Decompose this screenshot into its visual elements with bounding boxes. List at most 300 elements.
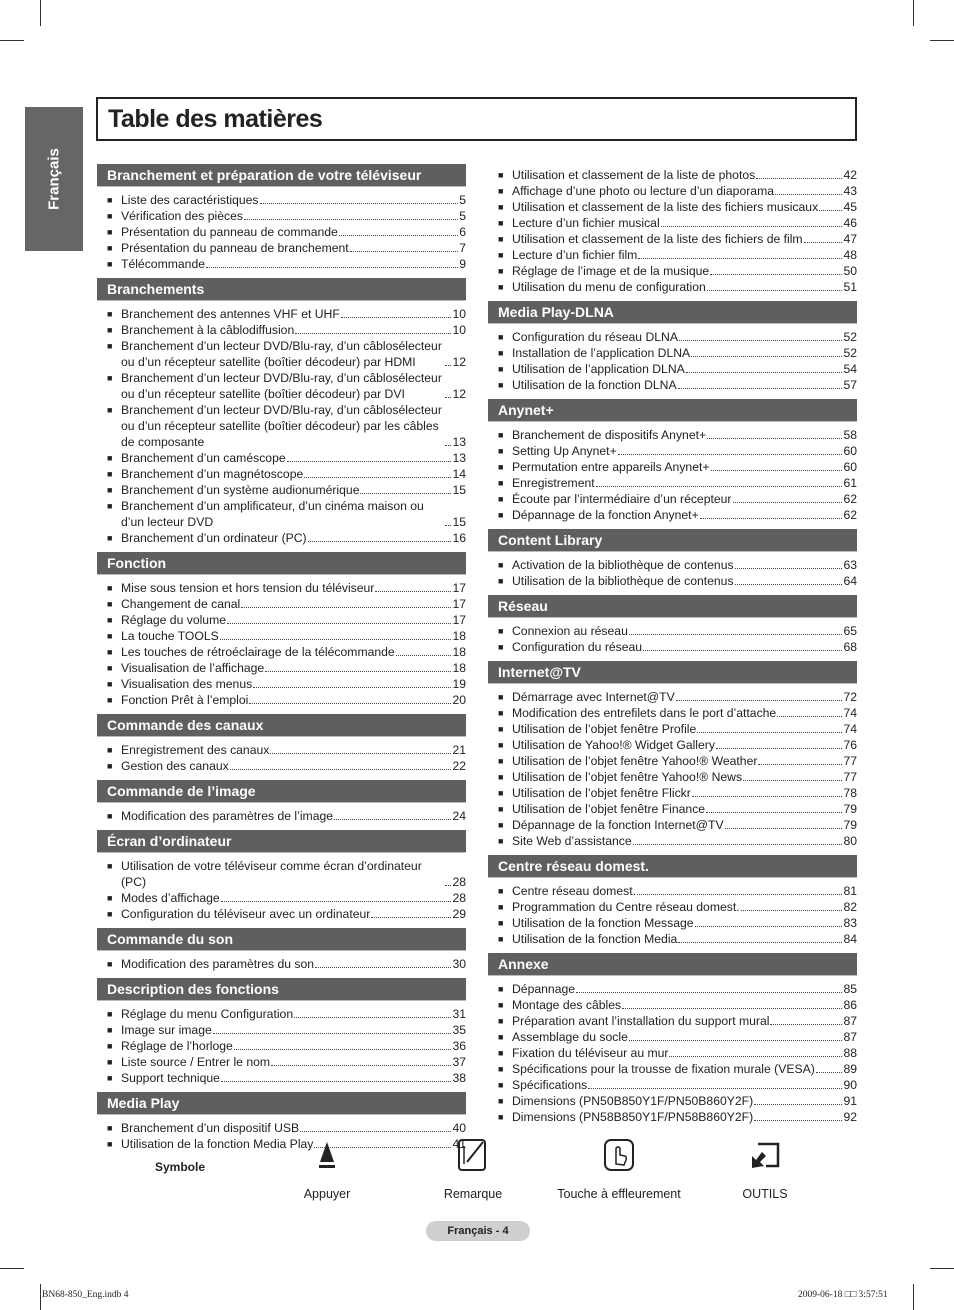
section-heading: Centre réseau domest.: [488, 855, 857, 878]
section-heading: Commande des canaux: [97, 714, 466, 737]
toc-entry-title: ■ Dimensions (PN58B850Y1F/PN58B860Y2F): [512, 1110, 754, 1124]
toc-entry-title: ■ Modification des paramètres de l’image: [121, 809, 334, 823]
toc-entry-page: 77: [843, 770, 857, 784]
toc-entry[interactable]: [488, 573, 857, 589]
toc-entry-page: 19: [452, 677, 466, 691]
toc-entry-page: 24: [452, 809, 466, 823]
crop-mark: [930, 40, 954, 41]
dot-leader: [777, 716, 842, 717]
toc-entry[interactable]: [97, 338, 466, 370]
toc-entry[interactable]: [97, 906, 466, 922]
toc-entry[interactable]: [488, 427, 857, 443]
dot-leader: [819, 210, 842, 211]
toc-entry[interactable]: [97, 482, 466, 498]
toc-entry[interactable]: [97, 306, 466, 322]
dot-leader: [265, 671, 451, 672]
section-entry-list: [97, 808, 466, 824]
toc-entry-page: 16: [452, 531, 466, 545]
toc-entry-page: 12: [452, 387, 466, 401]
toc-entry[interactable]: [97, 370, 466, 402]
toc-entry[interactable]: [488, 329, 857, 345]
symbol-note: [403, 1135, 543, 1201]
toc-entry-page: 78: [843, 786, 857, 800]
toc-entry-page: 74: [843, 722, 857, 736]
dot-leader: [692, 796, 843, 797]
section-heading: Content Library: [488, 529, 857, 552]
section-heading: Fonction: [97, 552, 466, 575]
toc-entry[interactable]: [97, 676, 466, 692]
toc-right-column: [488, 164, 857, 1131]
toc-entry-title: ■ Enregistrement des canaux: [121, 743, 270, 757]
toc-entry-title: ■ Vérification des pièces: [121, 209, 243, 223]
toc-entry[interactable]: [97, 498, 466, 530]
toc-entry-title: ■ Changement de canal: [121, 597, 241, 611]
toc-entry-page: 83: [843, 916, 857, 930]
toc-entry-title: ■ Visualisation de l’affichage: [121, 661, 265, 675]
language-tab-label: Français: [45, 148, 63, 210]
toc-entry[interactable]: [488, 1077, 857, 1093]
toc-entry-title: ■ Installation de l’application DLNA: [512, 346, 691, 360]
toc-entry-title: ■ Branchement d’un magnétoscope: [121, 467, 304, 481]
toc-entry-page: 60: [843, 444, 857, 458]
toc-entry-title: ■ Fixation du téléviseur au mur: [512, 1046, 669, 1060]
toc-entry-title: ■ Préparation avant l’installation du support mural: [512, 1014, 770, 1028]
toc-entry[interactable]: [97, 596, 466, 612]
toc-entry-page: 10: [452, 323, 466, 337]
toc-entry-title: ■ Modification des entrefilets dans le port d’attache: [512, 706, 777, 720]
toc-entry[interactable]: [488, 931, 857, 947]
toc-entry[interactable]: [97, 1038, 466, 1054]
toc-entry[interactable]: [97, 1054, 466, 1070]
toc-entry[interactable]: [488, 801, 857, 817]
toc-entry[interactable]: [97, 322, 466, 338]
toc-entry-page: 74: [843, 706, 857, 720]
dot-leader: [629, 634, 843, 635]
symbol-caption: OUTILS: [742, 1187, 788, 1201]
section-heading: Media Play-DLNA: [488, 301, 857, 324]
toc-entry[interactable]: [97, 192, 466, 208]
dot-leader: [686, 372, 843, 373]
dot-leader: [341, 317, 452, 318]
toc-entry-title: ■ Utilisation de la bibliothèque de contenus: [512, 574, 734, 588]
toc-entry-title: ■ Branchement d’un lecteur DVD/Blu-ray, d’un câblosélecteur ou d’un récepteur satellite (boîtier décodeur) par DVI: [121, 371, 442, 401]
toc-entry-title: ■ Affichage d’une photo ou lecture d’un diaporama: [512, 184, 774, 198]
toc-entry-title: ■ Branchement d’un lecteur DVD/Blu-ray, d’un câblosélecteur ou d’un récepteur satellite (boîtier décodeur) par les câbles de composante: [121, 403, 442, 449]
toc-entry-page: 45: [843, 200, 857, 214]
toc-entry-page: 47: [843, 232, 857, 246]
toc-entry-title: ■ Spécifications: [512, 1078, 588, 1092]
toc-entry-title: ■ Spécifications pour la trousse de fixation murale (VESA): [512, 1062, 815, 1076]
toc-entry-page: 62: [843, 492, 857, 506]
toc-entry-page: 63: [843, 558, 857, 572]
dot-leader: [445, 445, 451, 446]
toc-entry-title: ■ Image sur image: [121, 1023, 212, 1037]
dot-leader: [588, 1088, 842, 1089]
dot-leader: [804, 242, 843, 243]
toc-entry[interactable]: [488, 997, 857, 1013]
toc-entry-page: 60: [843, 460, 857, 474]
toc-entry[interactable]: [97, 580, 466, 596]
symbol-touch: [549, 1135, 689, 1201]
toc-entry[interactable]: [488, 1109, 857, 1125]
toc-entry-title: ■ Branchement d’un dispositif USB: [121, 1121, 300, 1135]
toc-entry[interactable]: [488, 345, 857, 361]
toc-entry[interactable]: [97, 224, 466, 240]
crop-mark: [913, 1284, 914, 1310]
dot-leader: [622, 1008, 842, 1009]
toc-entry[interactable]: [97, 466, 466, 482]
toc-entry-page: 36: [452, 1039, 466, 1053]
toc-entry-page: 10: [452, 307, 466, 321]
dot-leader: [754, 1120, 842, 1121]
toc-entry[interactable]: [97, 208, 466, 224]
toc-entry-title: ■ Démarrage avec Internet@TV: [512, 690, 675, 704]
toc-entry-title: ■ Support technique: [121, 1071, 220, 1085]
dot-leader: [743, 780, 842, 781]
toc-entry[interactable]: [488, 491, 857, 507]
toc-entry-title: ■ Montage des câbles: [512, 998, 622, 1012]
toc-entry[interactable]: [488, 1061, 857, 1077]
toc-entry[interactable]: [488, 899, 857, 915]
dot-leader: [735, 568, 843, 569]
dot-leader: [697, 732, 842, 733]
dot-leader: [396, 655, 452, 656]
toc-entry[interactable]: [488, 475, 857, 491]
toc-entry-page: 76: [843, 738, 857, 752]
dot-leader: [707, 438, 842, 439]
toc-entry[interactable]: [488, 721, 857, 737]
toc-entry[interactable]: [97, 1120, 466, 1136]
toc-entry-page: 20: [452, 693, 466, 707]
toc-entry[interactable]: [488, 833, 857, 849]
dot-leader: [679, 340, 842, 341]
toc-entry[interactable]: [488, 183, 857, 199]
language-tab: [25, 107, 83, 251]
toc-entry-title: ■ Télécommande: [121, 257, 205, 271]
toc-entry[interactable]: [488, 377, 857, 393]
toc-entry[interactable]: [488, 981, 857, 997]
dot-leader: [676, 700, 843, 701]
toc-entry-title: ■ Programmation du Centre réseau domest.: [512, 900, 740, 914]
toc-entry[interactable]: [488, 769, 857, 785]
dot-leader: [754, 1104, 842, 1105]
note-icon: [403, 1135, 543, 1175]
toc-entry-page: 86: [843, 998, 857, 1012]
toc-entry-title: ■ Utilisation de votre téléviseur comme écran d’ordinateur (PC): [121, 859, 422, 889]
section-heading: Commande de l’image: [97, 780, 466, 803]
dot-leader: [678, 388, 843, 389]
toc-entry-title: ■ Enregistrement: [512, 476, 595, 490]
toc-entry[interactable]: [97, 742, 466, 758]
toc-entry-title: ■ Utilisation de l’objet fenêtre Yahoo!® News: [512, 770, 743, 784]
toc-entry-title: ■ Branchement d’un lecteur DVD/Blu-ray, d’un câblosélecteur ou d’un récepteur satellite (boîtier décodeur) par HDMI: [121, 339, 442, 369]
section-entry-list: [488, 623, 857, 655]
dot-leader: [633, 844, 843, 845]
toc-entry[interactable]: [488, 1029, 857, 1045]
toc-entry-page: 62: [843, 508, 857, 522]
dot-leader: [707, 290, 843, 291]
title-box: [96, 97, 857, 141]
dot-leader: [816, 1072, 843, 1073]
toc-entry[interactable]: [97, 1022, 466, 1038]
toc-entry-title: ■ Gestion des canaux: [121, 759, 229, 773]
toc-entry-title: ■ Modification des paramètres du son: [121, 957, 315, 971]
toc-entry[interactable]: [97, 530, 466, 546]
toc-entry-page: 58: [843, 428, 857, 442]
toc-entry-page: 5: [459, 193, 466, 207]
toc-entry[interactable]: [488, 689, 857, 705]
toc-entry-title: ■ Centre réseau domest.: [512, 884, 636, 898]
symbol-tools: [695, 1135, 835, 1201]
dot-leader: [244, 219, 458, 220]
toc-entry-title: ■ Lecture d’un fichier musical: [512, 216, 660, 230]
toc-entry-page: 15: [452, 515, 466, 529]
toc-entry-page: 17: [452, 613, 466, 627]
section-entry-list: [488, 981, 857, 1125]
dot-leader: [445, 525, 451, 526]
toc-entry[interactable]: [97, 858, 466, 890]
toc-entry[interactable]: [488, 785, 857, 801]
toc-entry[interactable]: [97, 1070, 466, 1086]
toc-entry[interactable]: [97, 240, 466, 256]
toc-entry-title: ■ Fonction Prêt à l’emploi: [121, 693, 249, 707]
toc-entry[interactable]: [488, 753, 857, 769]
toc-entry[interactable]: [488, 705, 857, 721]
toc-entry[interactable]: [488, 557, 857, 573]
toc-entry[interactable]: [488, 1093, 857, 1109]
toc-left-column: [97, 164, 466, 1158]
toc-entry[interactable]: [97, 660, 466, 676]
toc-entry[interactable]: [488, 231, 857, 247]
section-entry-list: [97, 1006, 466, 1086]
toc-entry-page: 13: [452, 435, 466, 449]
toc-entry-page: 35: [452, 1023, 466, 1037]
toc-entry[interactable]: [488, 443, 857, 459]
toc-entry-title: ■ Réglage de l’horloge: [121, 1039, 233, 1053]
toc-entry[interactable]: [97, 450, 466, 466]
toc-entry[interactable]: [488, 361, 857, 377]
toc-entry-title: ■ Utilisation de l’objet fenêtre Flickr: [512, 786, 691, 800]
toc-entry[interactable]: [488, 279, 857, 295]
toc-entry-page: 7: [459, 241, 466, 255]
toc-entry-page: 40: [452, 1121, 466, 1135]
toc-entry-title: ■ Utilisation de la fonction Media Play: [121, 1137, 314, 1151]
dot-leader: [234, 1049, 452, 1050]
section-entry-list: [488, 329, 857, 393]
toc-entry[interactable]: [488, 817, 857, 833]
toc-entry-page: 18: [452, 661, 466, 675]
toc-entry-title: ■ Réglage de l’image et de la musique: [512, 264, 710, 278]
dot-leader: [596, 486, 843, 487]
toc-entry-title: ■ Dimensions (PN50B850Y1F/PN50B860Y2F): [512, 1094, 754, 1108]
section-heading: Internet@TV: [488, 661, 857, 684]
dot-leader: [220, 639, 452, 640]
toc-entry-title: ■ Permutation entre appareils Anynet+: [512, 460, 710, 474]
toc-entry-page: 57: [843, 378, 857, 392]
dot-leader: [287, 461, 452, 462]
dot-leader: [294, 1017, 451, 1018]
toc-entry-title: ■ Configuration du réseau DLNA: [512, 330, 678, 344]
toc-entry[interactable]: [97, 644, 466, 660]
section-heading: Branchement et préparation de votre téléviseur: [97, 164, 466, 187]
section-entry-list: [97, 192, 466, 272]
toc-entry-page: 17: [452, 581, 466, 595]
toc-entry[interactable]: [97, 956, 466, 972]
toc-entry[interactable]: [97, 890, 466, 906]
symbols-legend: [97, 1135, 857, 1205]
toc-entry-title: ■ Écoute par l’intermédiaire d’un récepteur: [512, 492, 732, 506]
toc-entry-title: ■ Utilisation du menu de configuration: [512, 280, 706, 294]
dot-leader: [629, 1040, 843, 1041]
toc-entry[interactable]: [488, 167, 857, 183]
dot-leader: [770, 1024, 842, 1025]
toc-entry[interactable]: [488, 215, 857, 231]
toc-entry[interactable]: [488, 247, 857, 263]
section-heading: Écran d’ordinateur: [97, 830, 466, 853]
section-entry-list: [97, 956, 466, 972]
section-entry-list: [488, 883, 857, 947]
toc-entry-page: 87: [843, 1030, 857, 1044]
dot-leader: [445, 397, 451, 398]
dot-leader: [445, 885, 451, 886]
toc-entry[interactable]: [488, 459, 857, 475]
toc-entry[interactable]: [488, 639, 857, 655]
tools-icon: [695, 1135, 835, 1175]
dot-leader: [445, 365, 451, 366]
dot-leader: [700, 518, 843, 519]
toc-entry-title: ■ Réglage du volume: [121, 613, 227, 627]
section-heading: Réseau: [488, 595, 857, 618]
toc-entry-title: ■ Utilisation de Yahoo!® Widget Gallery: [512, 738, 715, 752]
toc-entry-page: 77: [843, 754, 857, 768]
toc-entry-page: 52: [843, 346, 857, 360]
dot-leader: [206, 267, 458, 268]
toc-entry-page: 15: [452, 483, 466, 497]
dot-leader: [735, 584, 843, 585]
toc-entry[interactable]: [488, 623, 857, 639]
toc-entry-page: 87: [843, 1014, 857, 1028]
symbol-press: [257, 1135, 397, 1201]
toc-entry-title: ■ Configuration du téléviseur avec un ordinateur: [121, 907, 371, 921]
toc-entry[interactable]: [488, 507, 857, 523]
toc-entry-page: 85: [843, 982, 857, 996]
toc-entry[interactable]: [488, 737, 857, 753]
toc-entry-title: ■ Utilisation de la fonction Message: [512, 916, 694, 930]
toc-entry-page: 28: [452, 891, 466, 905]
toc-entry-title: ■ Utilisation de la fonction Media: [512, 932, 678, 946]
toc-entry-title: ■ La touche TOOLS: [121, 629, 219, 643]
toc-entry-page: 41: [452, 1137, 466, 1151]
dot-leader: [270, 753, 451, 754]
crop-mark: [0, 40, 24, 41]
toc-entry-page: 18: [452, 629, 466, 643]
toc-entry[interactable]: [97, 612, 466, 628]
toc-entry[interactable]: [97, 256, 466, 272]
toc-entry-page: 64: [843, 574, 857, 588]
dot-leader: [304, 477, 451, 478]
dot-leader: [295, 333, 451, 334]
toc-entry[interactable]: [97, 808, 466, 824]
toc-entry[interactable]: [97, 1006, 466, 1022]
toc-entry-title: ■ Configuration du réseau: [512, 640, 643, 654]
dot-leader: [711, 470, 843, 471]
toc-entry-page: 79: [843, 818, 857, 832]
toc-entry-page: 12: [452, 355, 466, 369]
dot-leader: [741, 910, 843, 911]
toc-entry[interactable]: [488, 199, 857, 215]
dot-leader: [375, 591, 451, 592]
press-icon: [257, 1135, 397, 1175]
dot-leader: [576, 992, 842, 993]
toc-entry-title: ■ Branchement d’un caméscope: [121, 451, 286, 465]
toc-entry-title: ■ Utilisation et classement de la liste des fichiers musicaux: [512, 200, 819, 214]
toc-entry-title: ■ Connexion au réseau: [512, 624, 628, 638]
toc-entry-title: ■ Utilisation de l’objet fenêtre Yahoo!® Weather: [512, 754, 758, 768]
dot-leader: [213, 1033, 452, 1034]
toc-entry-page: 38: [452, 1071, 466, 1085]
symbol-caption: Remarque: [443, 1187, 503, 1201]
toc-entry[interactable]: [488, 915, 857, 931]
dot-leader: [710, 274, 842, 275]
toc-entry[interactable]: [488, 883, 857, 899]
section-entry-list: [488, 689, 857, 849]
section-entry-list: [488, 167, 857, 295]
toc-entry-title: ■ Branchement des antennes VHF et UHF: [121, 307, 340, 321]
toc-entry[interactable]: [97, 692, 466, 708]
toc-entry-page: 43: [843, 184, 857, 198]
dot-leader: [227, 623, 451, 624]
toc-entry-title: ■ Dépannage de la fonction Anynet+: [512, 508, 699, 522]
dot-leader: [308, 541, 452, 542]
toc-entry-title: ■ Présentation du panneau de commande: [121, 225, 338, 239]
dot-leader: [716, 748, 842, 749]
dot-leader: [678, 942, 842, 943]
toc-entry-page: 82: [843, 900, 857, 914]
toc-entry-title: ■ Visualisation des menus: [121, 677, 253, 691]
toc-entry[interactable]: [97, 758, 466, 774]
dot-leader: [706, 812, 842, 813]
dot-leader: [230, 769, 452, 770]
toc-entry[interactable]: [488, 1045, 857, 1061]
section-entry-list: [97, 580, 466, 708]
dot-leader: [371, 917, 451, 918]
dot-leader: [638, 258, 842, 259]
toc-entry-page: 84: [843, 932, 857, 946]
print-date-info: 2009-06-18 □□ 3:57:51: [798, 1290, 888, 1300]
toc-entry-title: ■ Mise sous tension et hors tension du téléviseur: [121, 581, 375, 595]
dot-leader: [643, 650, 842, 651]
toc-entry-title: ■ Branchement de dispositifs Anynet+: [512, 428, 707, 442]
section-heading: Annexe: [488, 953, 857, 976]
dot-leader: [695, 926, 843, 927]
toc-entry-title: ■ Dépannage: [512, 982, 576, 996]
toc-entry-page: 17: [452, 597, 466, 611]
dot-leader: [618, 454, 843, 455]
crop-mark: [0, 1268, 24, 1269]
section-entry-list: [97, 306, 466, 546]
toc-entry-page: 92: [843, 1110, 857, 1124]
toc-entry-page: 29: [452, 907, 466, 921]
section-entry-list: [488, 427, 857, 523]
toc-entry[interactable]: [488, 1013, 857, 1029]
page-title: Table des matières: [108, 105, 323, 133]
toc-entry[interactable]: [97, 402, 466, 450]
toc-entry-title: ■ Modes d’affichage: [121, 891, 220, 905]
dot-leader: [221, 901, 452, 902]
toc-entry[interactable]: [488, 263, 857, 279]
section-heading: Media Play: [97, 1092, 466, 1115]
toc-entry[interactable]: [97, 628, 466, 644]
